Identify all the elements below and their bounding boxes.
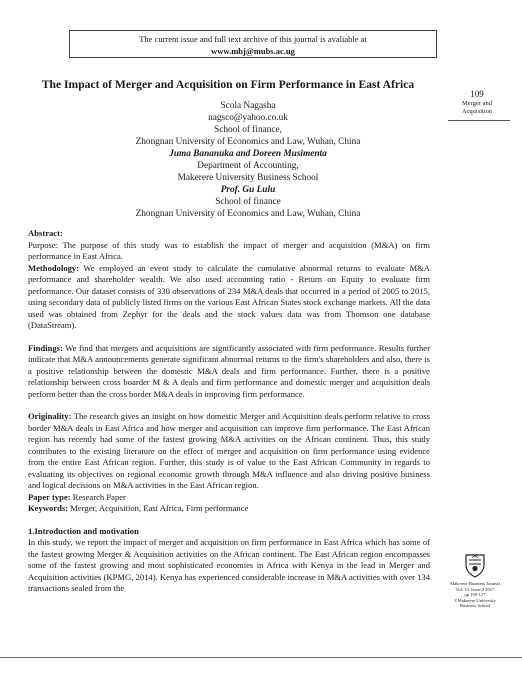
badge-pages: pp 109-127 [464, 592, 486, 598]
journal-access-notice [69, 30, 437, 58]
section-label-line2: Acquisition [461, 108, 493, 115]
paper-title: The Impact of Merger and Acquisition on Firm Performance in East Africa [41, 78, 415, 91]
keywords-label: Keywords: [28, 503, 69, 513]
methodology-text: We employed an event study to calculate the cumulative abnormal returns to evaluate M&A performance and shareholder wealth. We also used accounting ratio - Return on Equity to evaluate firm performance. Our dataset consists of 330 observations of 234 M&A deals that occurred in a period of 2005 to 2015, using secondary data of publicly listed firms on the various East African States stock exchange markets. All the data used was obtained from Zephyr for the deals and the stock values data was from Thomson one database (DataStream). [28, 262, 430, 330]
badge-volume: Vol. 13, Issue 2 2017 [455, 586, 495, 592]
paper-type-label: Paper type: [28, 491, 71, 502]
author-3-department: School of finance [215, 197, 281, 207]
abstract-methodology [28, 263, 430, 332]
originality-text: The research gives an insight on how domestic Merger and Acquisition deals perform relative to cross border M&A deals in East Africa and how merger and acquisition can improve firm performance. The East African region has recently had some of the fastest growing M&A activities on the African continent. Thus, this study contributes to the existing literature on the effect of merger and acquisition on firm performance using evidence from the entire East African region. Further, this study is of value to the East African Community in regards to evaluating its objectives on regional economic growth through M&A influence and also driving positive business and logical decisions on M&A activities in the East African region. [28, 411, 430, 490]
author-2-department: Department of Accounting, [197, 161, 299, 171]
abstract-originality [28, 411, 430, 492]
abstract-heading: Abstract: [28, 228, 63, 238]
notice-text: The current issue and full text archive of this journal is avaliable at [139, 34, 367, 44]
author-block [28, 100, 468, 220]
intro-paragraph: In this study, we report the impact of merger and acquisition on firm performance in East Africa which has some of the fastest growing Merger & Acquisition activities on the African continent. The East African region encompasses some of the fastest growing and most sophisticated economies in Africa with Kenya in the lead in Merger and Acquisition activities (KPMG, 2014). Kenya has experienced considerable increase in M&A activities with over 134 transactions sealed from the [28, 537, 430, 593]
abstract-paper-type [28, 492, 430, 504]
author-3-institution: Zhongnan University of Economics and Law, Wuhan, China [135, 209, 361, 219]
badge-journal-name: Makerere Business Journal [450, 581, 500, 586]
abstract-findings [28, 343, 430, 401]
findings-text: We find that mergers and acquisitions are significantly associated with firm performance. Results further indicate that M&A announcements generate significant abnormal returns to the firm's shareholders and also, there is a positive relationship between the domestic M&A deals and firm performance. Further, there is a positive relationship between cross boarder M & A deals and firm performance and domestic merger and acquisition deals perform better than the cross border M&A deals in improving firm performance. [28, 342, 430, 399]
author-2-names: Juma Bananuka and Doreen Musimenta [169, 149, 327, 159]
author-2-institution: Makerere University Business School [177, 173, 319, 183]
intro-heading: 1.Introduction and motivation [28, 525, 139, 536]
section-label-line1: Merger and [461, 100, 493, 107]
author-1-department: School of finance, [214, 125, 282, 135]
journal-url-link[interactable]: www.mbj@mubs.ac.ug [211, 45, 295, 56]
abstract-section [28, 228, 430, 595]
abstract-keywords [28, 503, 430, 515]
keywords-text: Merger, Acquisition, East Africa, Firm performance [68, 503, 249, 513]
methodology-label: Methodology: [28, 262, 80, 273]
journal-badge [440, 552, 510, 609]
footer-divider [0, 657, 522, 658]
author-1-institution: Zhongnan University of Economics and Law, Wuhan, China [135, 137, 361, 147]
page-number: 109 [470, 89, 484, 99]
author-1-email[interactable]: nagsco@yahoo.co.uk [208, 113, 288, 123]
paper-type-text: Research Paper [70, 491, 126, 502]
abstract-purpose: Purpose: The purpose of this study was to establish the impact of merger and acquisition (M&A) on firm performance in East Africa. [28, 239, 430, 261]
author-3-name: Prof. Gu Lulu [220, 185, 276, 195]
author-1-name: Scola Nagasha [220, 101, 276, 111]
originality-label: Originality: [28, 411, 72, 421]
badge-copyright: ©Makerere University [454, 597, 496, 603]
findings-label: Findings: [28, 342, 63, 353]
university-crest-icon [464, 552, 486, 578]
badge-publisher: Business School [459, 603, 491, 609]
